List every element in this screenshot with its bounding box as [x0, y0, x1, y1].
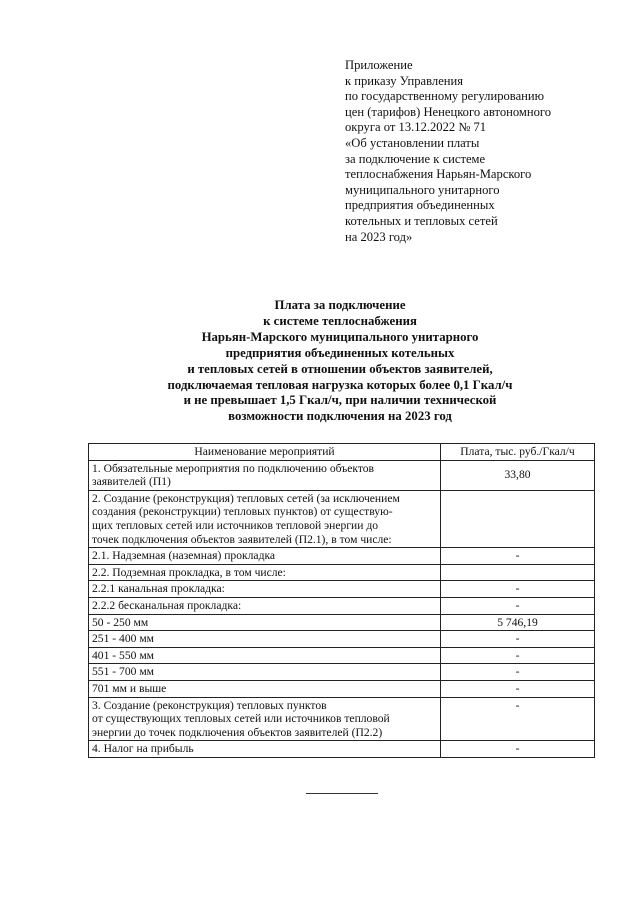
document-title: [100, 298, 580, 425]
column-header-fee: Плата, тыс. руб./Гкал/ч: [441, 444, 595, 461]
title-line: Нарьян-Марского муниципального унитарного: [201, 329, 479, 344]
table-row: [89, 631, 595, 648]
table-row: [89, 741, 595, 758]
table-row: [89, 614, 595, 631]
row-name-line: 2.1. Надземная (наземная) прокладка: [92, 549, 276, 563]
row-fee-cell: [441, 564, 595, 581]
title-line: и тепловых сетей в отношении объектов заявителей,: [187, 361, 493, 376]
row-fee-cell: -: [441, 697, 595, 741]
row-name-cell: [89, 741, 441, 758]
appendix-line: к приказу Управления: [345, 73, 464, 88]
row-fee-cell: -: [441, 581, 595, 598]
row-name-line: 2. Создание (реконструкция) тепловых сетей (за исключением: [92, 491, 400, 505]
row-name-line: щих тепловых сетей или источников тепловой энергии до: [92, 518, 379, 532]
title-line: подключаемая тепловая нагрузка которых более 0,1 Гкал/ч: [167, 377, 513, 392]
row-name-cell: [89, 597, 441, 614]
appendix-line: «Об установлении платы: [345, 135, 480, 150]
row-fee-cell: 5 746,19: [441, 614, 595, 631]
appendix-line: Приложение: [345, 58, 413, 72]
table-row: [89, 548, 595, 565]
column-header-name: Наименование мероприятий: [89, 444, 441, 461]
table-row: [89, 664, 595, 681]
row-name-line: 4. Налог на прибыль: [92, 742, 194, 756]
row-name-cell: [89, 631, 441, 648]
row-name-line: точек подключения объектов заявителей (П2.1), в том числе:: [92, 532, 392, 546]
appendix-line: по государственному регулированию: [345, 89, 545, 104]
fees-table: [88, 443, 595, 758]
row-name-cell: [89, 490, 441, 547]
title-line: предприятия объединенных котельных: [225, 345, 455, 360]
table-row: [89, 490, 595, 547]
row-fee-cell: -: [441, 548, 595, 565]
appendix-line: округа от 13.12.2022 № 71: [345, 120, 487, 135]
table-row: [89, 581, 595, 598]
row-name-cell: [89, 581, 441, 598]
table-header-row: [89, 444, 595, 461]
row-name-line: создания (реконструкции) тепловых пунктов) от существую-: [92, 505, 393, 519]
row-name-cell: [89, 647, 441, 664]
table-row: [89, 597, 595, 614]
row-name-line: 251 - 400 мм: [92, 632, 155, 646]
row-name-line: 1. Обязательные мероприятия по подключению объектов: [92, 461, 375, 475]
row-name-line: 2.2.2 бесканальная прокладка:: [92, 598, 242, 612]
row-fee-cell: 33,80: [441, 460, 595, 490]
table-row: [89, 647, 595, 664]
title-line: к системе теплоснабжения: [263, 313, 417, 328]
appendix-line: на 2023 год»: [345, 229, 413, 244]
row-name-line: 3. Создание (реконструкция) тепловых пунктов: [92, 698, 327, 712]
appendix-line: теплоснабжения Нарьян-Марского: [345, 167, 532, 182]
row-name-cell: [89, 564, 441, 581]
row-fee-cell: -: [441, 631, 595, 648]
row-fee-cell: -: [441, 741, 595, 758]
row-name-line: от существующих тепловых сетей или источников тепловой: [92, 712, 390, 726]
appendix-line: котельных и тепловых сетей: [345, 213, 498, 228]
closing-rule: [306, 793, 378, 794]
row-fee-cell: -: [441, 647, 595, 664]
table-body: [89, 460, 595, 757]
row-name-line: 701 мм и выше: [92, 681, 167, 695]
table-row: [89, 697, 595, 741]
row-name-cell: [89, 680, 441, 697]
row-fee-cell: -: [441, 597, 595, 614]
table-row: [89, 564, 595, 581]
row-name-cell: [89, 697, 441, 741]
row-name-line: 401 - 550 мм: [92, 648, 155, 662]
row-name-cell: [89, 548, 441, 565]
appendix-line: предприятия объединенных: [345, 198, 495, 213]
row-name-line: 2.2.1 канальная прокладка:: [92, 582, 225, 596]
row-fee-cell: -: [441, 680, 595, 697]
row-name-line: 50 - 250 мм: [92, 615, 149, 629]
appendix-line: цен (тарифов) Ненецкого автономного: [345, 104, 552, 119]
row-name-cell: [89, 614, 441, 631]
row-name-line: заявителей (П1): [92, 475, 171, 489]
title-line: возможности подключения на 2023 год: [228, 409, 452, 424]
row-name-line: энергии до точек подключения объектов заявителей (П2.2): [92, 725, 383, 739]
row-name-line: 2.2. Подземная прокладка, в том числе:: [92, 565, 286, 579]
row-fee-cell: -: [441, 664, 595, 681]
appendix-block: [345, 58, 605, 245]
table-row: [89, 680, 595, 697]
title-line: Плата за подключение: [274, 298, 406, 312]
row-name-line: 551 - 700 мм: [92, 665, 155, 679]
table-row: [89, 460, 595, 490]
row-name-cell: [89, 664, 441, 681]
row-fee-cell: [441, 490, 595, 547]
appendix-line: за подключение к системе: [345, 151, 486, 166]
title-line: и не превышает 1,5 Гкал/ч, при наличии технической: [183, 393, 497, 408]
row-name-cell: [89, 460, 441, 490]
appendix-line: муниципального унитарного: [345, 182, 500, 197]
